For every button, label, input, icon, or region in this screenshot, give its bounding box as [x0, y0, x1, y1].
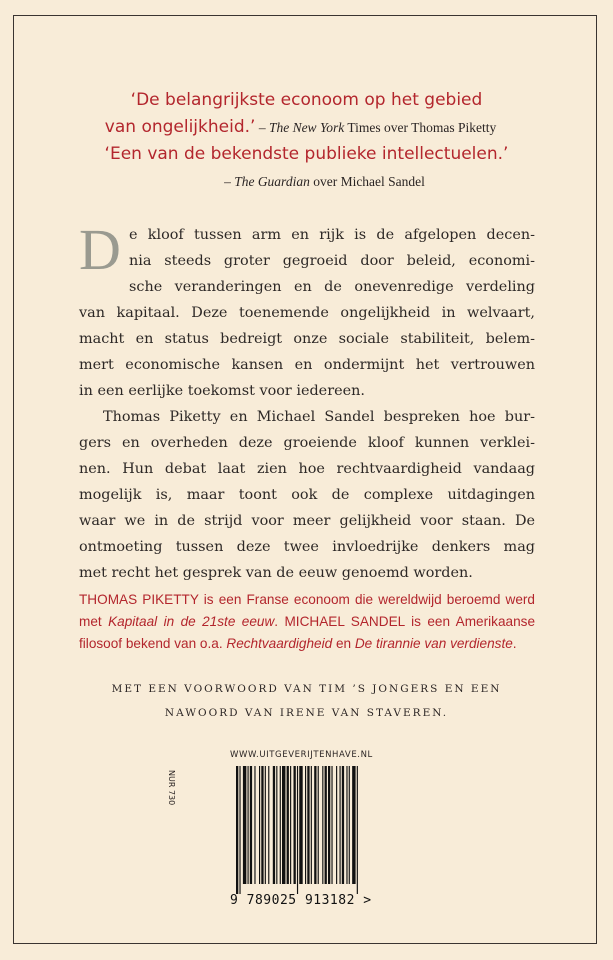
quote-1-attribution: – The New York Times over Thomas Piketty [255, 120, 497, 135]
quote-1-source: The New York [268, 120, 345, 135]
barcode-bar [322, 766, 323, 884]
foreword-line-1: MET EEN VOORWOORD VAN TIM ’S JONGERS EN EEN [111, 683, 502, 695]
isbn-number: 9 789025 913182 > [230, 893, 372, 908]
isbn-barcode-block [230, 750, 395, 910]
barcode-bar [352, 766, 355, 884]
quote-2-line-1: ‘Een van de bekendste publieke intellectuelen.’ [104, 144, 509, 164]
barcode-bar [307, 766, 309, 884]
barcode-bar [318, 766, 319, 884]
barcode-bar [328, 766, 330, 884]
text-line: Thomas Piketty en Michael Sandel bespreken hoe bur- [103, 409, 535, 425]
barcode-bar [349, 766, 350, 884]
quote-1-text: van ongelijkheid.’ [104, 117, 256, 137]
barcode-bar [294, 766, 296, 884]
barcode-bar [268, 766, 269, 884]
barcode-bar [254, 766, 255, 884]
barcode-bar [311, 766, 312, 884]
barcode-bar [276, 766, 277, 884]
text-line: sche veranderingen en de onevenredige verdeling [129, 279, 535, 295]
quote-1-line-1: ‘De belangrijkste econoom op het gebied [130, 90, 483, 110]
text-line: in een eerlijke toekomst voor iedereen. [79, 383, 365, 399]
barcode-bars [230, 766, 395, 896]
barcode-bar [299, 766, 302, 884]
quote-2-attribution: – The Guardian over Michael Sandel [224, 174, 425, 189]
quote-1-line-2 [0, 117, 607, 137]
barcode-bar [261, 766, 263, 884]
barcode-bar [325, 766, 327, 884]
quote-2-source: The Guardian [234, 174, 310, 189]
barcode-bar [248, 766, 249, 884]
barcode-bar [259, 766, 260, 884]
barcode-bar [290, 766, 291, 884]
bio-line-1: THOMAS PIKETTY is een Franse econoom die wereldwijd beroemd werd [79, 592, 535, 607]
barcode-bar [336, 766, 337, 884]
barcode-bar [280, 766, 281, 884]
foreword-line-2: NAWOORD VAN IRENE VAN STAVEREN. [164, 707, 449, 719]
barcode-bar [340, 766, 341, 884]
barcode-bar [287, 766, 289, 884]
text-line: ontmoeting tussen deze twee invloedrijke denkers mag [79, 539, 535, 555]
barcode-bar [305, 766, 306, 884]
text-line: macht en status bedreigt onze sociale stabiliteit, belem- [79, 331, 535, 347]
barcode-bar [331, 766, 332, 884]
text-line: mert economische kansen en ondermijnt het vertrouwen [79, 357, 535, 373]
bio-line-3: filosoof bekend van o.a. Rechtvaardigheid en De tirannie van verdienste. [79, 636, 517, 651]
barcode-bar [357, 766, 358, 894]
barcode-bar [236, 766, 238, 894]
barcode-bar [346, 766, 347, 884]
text-line: gers en overheden deze groeiende kloof kunnen verklei- [79, 435, 535, 451]
barcode-bar [314, 766, 316, 884]
barcode-bar [342, 766, 344, 884]
barcode-bar [250, 766, 252, 884]
text-line: waar we in de strijd voor meer gelijkheid voor staan. De [79, 513, 535, 529]
text-line: nia steeds groter gegroeid door beleid, economi- [129, 253, 535, 269]
barcode-bar [265, 766, 266, 884]
barcode-bar [282, 766, 285, 884]
barcode-bar [273, 766, 275, 884]
publisher-url: WWW.UITGEVERIJTENHAVE.NL [230, 750, 373, 760]
text-line: mogelijk is, maar toont ook de complexe uitdagingen [79, 487, 535, 503]
barcode-bar [243, 766, 246, 884]
text-line: e kloof tussen arm en rijk is de afgelopen decen- [129, 227, 535, 243]
text-line: nen. Hun debat laat zien hoe rechtvaardigheid vandaag [79, 461, 535, 477]
text-line: van kapitaal. Deze toenemende ongelijkheid in welvaart, [79, 305, 535, 321]
nur-code: NUR 730 [167, 770, 176, 806]
drop-cap: D [79, 217, 121, 282]
barcode-bar [239, 766, 240, 894]
bio-line-2: met Kapitaal in de 21ste eeuw. MICHAEL SANDEL is een Amerikaanse [79, 614, 536, 629]
text-line: met recht het gesprek van de eeuw genoemd worden. [79, 565, 473, 581]
barcode-bar [297, 766, 298, 894]
